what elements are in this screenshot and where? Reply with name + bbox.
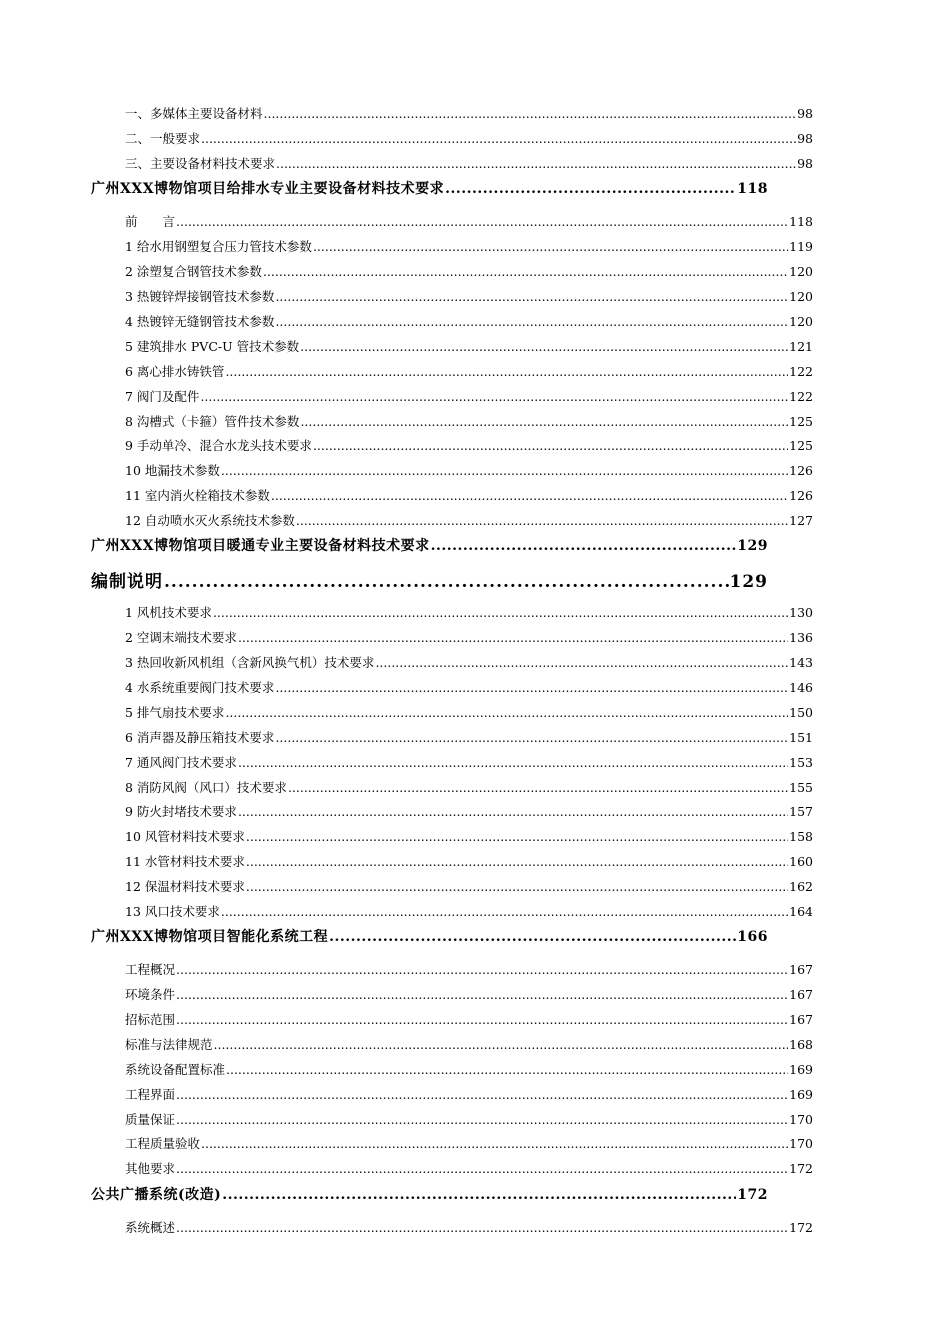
dot-leader — [176, 1161, 788, 1176]
dot-leader — [246, 854, 788, 869]
dot-leader — [214, 1037, 789, 1052]
toc-entry-page: 157 — [789, 804, 813, 819]
toc-entry-page: 169 — [789, 1062, 813, 1077]
toc-entry-page: 122 — [789, 364, 813, 379]
toc-entry-page: 151 — [789, 730, 813, 745]
toc-entry-label: 工程概况 — [125, 962, 176, 977]
dot-leader — [264, 106, 797, 121]
toc-entry-label: 广州XXX博物馆项目暖通专业主要设备材料技术要求 — [91, 538, 430, 554]
dot-leader — [275, 314, 788, 329]
toc-entry-label: 前 言 — [125, 214, 176, 229]
toc-entry[interactable] — [125, 262, 813, 278]
dot-leader — [431, 538, 737, 554]
toc-entry[interactable] — [125, 902, 813, 918]
toc-entry-page: 118 — [789, 214, 813, 229]
toc-entry-page: 169 — [789, 1087, 813, 1102]
toc-entry-label: 广州XXX博物馆项目智能化系统工程 — [91, 929, 329, 945]
dot-leader — [300, 339, 788, 354]
toc-entry-label: 1 给水用钢塑复合压力管技术参数 — [125, 239, 312, 254]
toc-entry-page: 98 — [797, 156, 813, 171]
toc-entry-page: 168 — [789, 1037, 813, 1052]
dot-leader — [221, 904, 788, 919]
dot-leader — [164, 572, 729, 592]
toc-entry[interactable] — [125, 877, 813, 893]
toc-entry-label: 12 自动喷水灭火系统技术参数 — [125, 513, 295, 528]
dot-leader — [296, 513, 788, 528]
toc-entry-label: 工程界面 — [125, 1087, 176, 1102]
toc-entry-label: 一、多媒体主要设备材料 — [125, 106, 263, 121]
toc-entry-page: 125 — [789, 414, 813, 429]
toc-chapter-entry[interactable] — [91, 567, 768, 592]
toc-entry-label: 三、主要设备材料技术要求 — [125, 156, 276, 171]
toc-section-entry[interactable] — [91, 535, 768, 553]
toc-entry-label: 招标范围 — [125, 1012, 176, 1027]
dot-leader — [176, 1087, 788, 1102]
toc-entry-page: 120 — [789, 264, 813, 279]
toc-entry[interactable] — [125, 104, 813, 120]
toc-section-entry[interactable] — [91, 926, 768, 944]
toc-entry-page: 162 — [789, 879, 813, 894]
dot-leader — [313, 239, 788, 254]
toc-entry[interactable] — [125, 129, 813, 145]
toc-entry-label: 6 消声器及静压箱技术要求 — [125, 730, 275, 745]
toc-entry[interactable] — [125, 387, 813, 403]
toc-entry-page: 130 — [789, 605, 813, 620]
toc-entry-page: 160 — [789, 854, 813, 869]
dot-leader — [176, 1012, 788, 1027]
toc-entry[interactable] — [125, 852, 813, 868]
toc-entry-page: 164 — [789, 904, 813, 919]
toc-entry[interactable] — [125, 753, 813, 769]
toc-entry-label: 7 通风阀门技术要求 — [125, 755, 237, 770]
toc-entry-page: 170 — [789, 1136, 813, 1151]
toc-entry[interactable] — [125, 312, 813, 328]
toc-entry[interactable] — [125, 1218, 813, 1234]
dot-leader — [213, 605, 788, 620]
toc-entry-page: 121 — [789, 339, 813, 354]
toc-entry-page: 98 — [797, 106, 813, 121]
toc-entry[interactable] — [125, 461, 813, 477]
toc-entry-page: 129 — [729, 572, 768, 592]
toc-entry[interactable] — [125, 628, 813, 644]
toc-entry[interactable] — [125, 1134, 813, 1150]
toc-section-entry[interactable] — [91, 1184, 768, 1202]
dot-leader — [375, 655, 788, 670]
dot-leader — [275, 680, 788, 695]
toc-entry-page: 155 — [789, 780, 813, 795]
toc-entry[interactable] — [125, 802, 813, 818]
toc-entry-page: 146 — [789, 680, 813, 695]
toc-entry-label: 3 热镀锌焊接钢管技术参数 — [125, 289, 275, 304]
toc-entry[interactable] — [125, 1085, 813, 1101]
toc-entry[interactable] — [125, 362, 813, 378]
toc-entry-label: 工程质量验收 — [125, 1136, 201, 1151]
dot-leader — [276, 156, 796, 171]
dot-leader — [200, 389, 788, 404]
toc-entry-page: 119 — [789, 239, 813, 254]
toc-entry-page: 172 — [789, 1161, 813, 1176]
toc-entry-label: 11 水管材料技术要求 — [125, 854, 245, 869]
toc-entry-page: 153 — [789, 755, 813, 770]
toc-entry-label: 6 离心排水铸铁管 — [125, 364, 225, 379]
toc-entry-label: 1 风机技术要求 — [125, 605, 212, 620]
toc-entry-page: 127 — [789, 513, 813, 528]
toc-entry-label: 4 水系统重要阀门技术要求 — [125, 680, 275, 695]
toc-entry-page: 125 — [789, 438, 813, 453]
toc-section-entry[interactable] — [91, 178, 768, 196]
toc-entry-label: 4 热镀锌无缝钢管技术参数 — [125, 314, 275, 329]
toc-entry-label: 其他要求 — [125, 1161, 176, 1176]
toc-entry-page: 167 — [789, 962, 813, 977]
toc-entry[interactable] — [125, 412, 813, 428]
dot-leader — [263, 264, 788, 279]
dot-leader — [275, 289, 788, 304]
dot-leader — [238, 755, 788, 770]
dot-leader — [221, 463, 788, 478]
toc-entry-label: 2 涂塑复合钢管技术参数 — [125, 264, 262, 279]
toc-entry-label: 12 保温材料技术要求 — [125, 879, 245, 894]
toc-entry-page: 167 — [789, 1012, 813, 1027]
toc-entry-page: 150 — [789, 705, 813, 720]
toc-entry-page: 98 — [797, 131, 813, 146]
toc-entry[interactable] — [125, 1110, 813, 1126]
toc-entry-page: 158 — [789, 829, 813, 844]
toc-entry[interactable] — [125, 827, 813, 843]
dot-leader — [445, 181, 736, 197]
toc-entry[interactable] — [125, 603, 813, 619]
toc-entry[interactable] — [125, 778, 813, 794]
toc-entry-page: 166 — [737, 929, 768, 945]
toc-entry-page: 126 — [789, 488, 813, 503]
toc-entry[interactable] — [125, 1010, 813, 1026]
toc-entry[interactable] — [125, 154, 813, 170]
dot-leader — [201, 131, 796, 146]
dot-leader — [176, 1112, 788, 1127]
toc-entry[interactable] — [125, 1159, 813, 1175]
toc-entry-label: 环境条件 — [125, 987, 176, 1002]
dot-leader — [176, 214, 788, 229]
toc-entry-label: 系统设备配置标准 — [125, 1062, 226, 1077]
toc-entry-page: 172 — [789, 1220, 813, 1235]
toc-entry-label: 5 建筑排水 PVC-U 管技术参数 — [125, 339, 300, 354]
dot-leader — [275, 730, 788, 745]
toc-entry-label: 9 手动单冷、混合水龙头技术要求 — [125, 438, 312, 453]
toc-entry-label: 2 空调末端技术要求 — [125, 630, 237, 645]
toc-entry-label: 二、一般要求 — [125, 131, 201, 146]
toc-entry-label: 质量保证 — [125, 1112, 176, 1127]
toc-entry[interactable] — [125, 237, 813, 253]
toc-entry[interactable] — [125, 728, 813, 744]
toc-entry[interactable] — [125, 1035, 813, 1051]
toc-entry-page: 126 — [789, 463, 813, 478]
toc-entry[interactable] — [125, 337, 813, 353]
toc-entry[interactable] — [125, 1060, 813, 1076]
toc-entry-page: 120 — [789, 314, 813, 329]
toc-entry-label: 系统概述 — [125, 1220, 176, 1235]
toc-entry-label: 7 阀门及配件 — [125, 389, 200, 404]
toc-entry-label: 13 风口技术要求 — [125, 904, 220, 919]
toc-entry[interactable] — [125, 212, 813, 228]
toc-entry-label: 公共广播系统(改造) — [91, 1187, 222, 1203]
toc-entry[interactable] — [125, 653, 813, 669]
toc-entry-label: 11 室内消火栓箱技术参数 — [125, 488, 270, 503]
dot-leader — [225, 364, 788, 379]
dot-leader — [238, 804, 788, 819]
toc-entry-page: 129 — [737, 538, 768, 554]
toc-entry[interactable] — [125, 511, 813, 527]
dot-leader — [176, 962, 788, 977]
toc-entry-label: 10 风管材料技术要求 — [125, 829, 245, 844]
toc-entry-label: 编制说明 — [91, 572, 163, 592]
toc-entry-label: 8 沟槽式（卡箍）管件技术参数 — [125, 414, 300, 429]
toc-entry-label: 10 地漏技术参数 — [125, 463, 220, 478]
dot-leader — [226, 1062, 788, 1077]
dot-leader — [222, 1187, 736, 1203]
toc-entry[interactable] — [125, 287, 813, 303]
toc-entry-page: 170 — [789, 1112, 813, 1127]
dot-leader — [246, 829, 788, 844]
dot-leader — [246, 879, 788, 894]
toc-entry-page: 120 — [789, 289, 813, 304]
toc-entry[interactable] — [125, 486, 813, 502]
toc-entry-label: 广州XXX博物馆项目给排水专业主要设备材料技术要求 — [91, 181, 445, 197]
dot-leader — [300, 414, 788, 429]
dot-leader — [288, 780, 788, 795]
toc-entry-label: 5 排气扇技术要求 — [125, 705, 225, 720]
dot-leader — [176, 987, 788, 1002]
dot-leader — [176, 1220, 788, 1235]
toc-entry-label: 9 防火封堵技术要求 — [125, 804, 237, 819]
dot-leader — [201, 1136, 788, 1151]
toc-entry[interactable] — [125, 985, 813, 1001]
toc-entry-page: 167 — [789, 987, 813, 1002]
toc-entry-page: 118 — [737, 181, 768, 197]
toc-entry[interactable] — [125, 436, 813, 452]
toc-entry-label: 标准与法律规范 — [125, 1037, 213, 1052]
toc-entry-page: 172 — [737, 1187, 768, 1203]
dot-leader — [225, 705, 788, 720]
toc-entry[interactable] — [125, 703, 813, 719]
dot-leader — [313, 438, 788, 453]
dot-leader — [271, 488, 788, 503]
toc-entry-label: 3 热回收新风机组（含新风换气机）技术要求 — [125, 655, 375, 670]
toc-entry-page: 143 — [789, 655, 813, 670]
toc-entry[interactable] — [125, 678, 813, 694]
toc-entry-page: 136 — [789, 630, 813, 645]
toc-entry-label: 8 消防风阀（风口）技术要求 — [125, 780, 287, 795]
toc-entry-page: 122 — [789, 389, 813, 404]
toc-entry[interactable] — [125, 960, 813, 976]
dot-leader — [329, 929, 736, 945]
dot-leader — [238, 630, 788, 645]
